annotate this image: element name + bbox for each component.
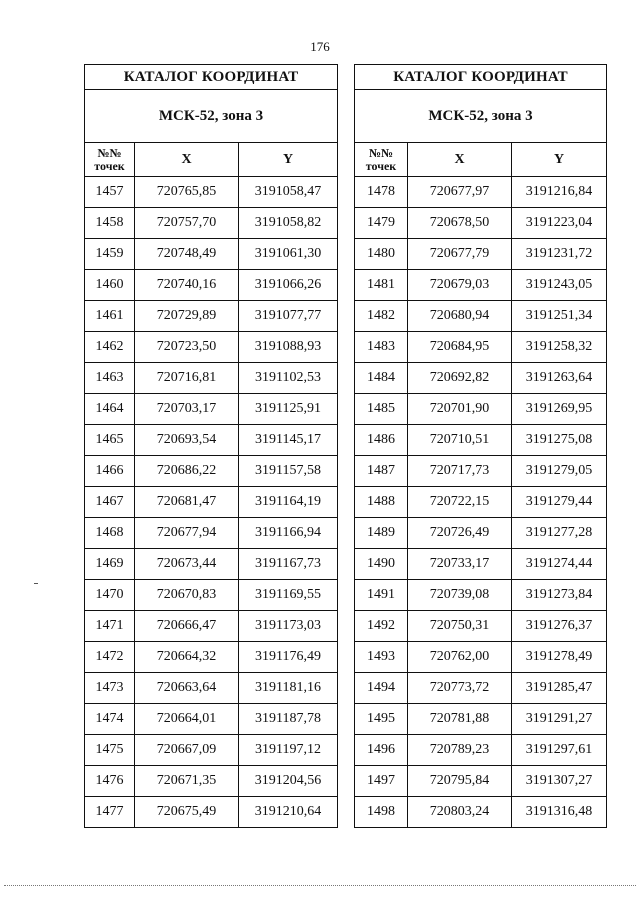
cell-x: 720710,51 (408, 425, 512, 456)
cell-y: 3191164,19 (239, 487, 338, 518)
cell-x: 720680,94 (408, 301, 512, 332)
cell-x: 720733,17 (408, 549, 512, 580)
cell-point-number: 1457 (85, 177, 135, 208)
cell-x: 720663,64 (135, 673, 239, 704)
cell-x: 720750,31 (408, 611, 512, 642)
cell-x: 720748,49 (135, 239, 239, 270)
table-row (355, 549, 607, 580)
cell-point-number: 1459 (85, 239, 135, 270)
cell-point-number: 1461 (85, 301, 135, 332)
catalog-title: КАТАЛОГ КООРДИНАТ (355, 65, 607, 90)
cell-y: 3191216,84 (512, 177, 607, 208)
cell-point-number: 1475 (85, 735, 135, 766)
cell-x: 720701,90 (408, 394, 512, 425)
cell-point-number: 1464 (85, 394, 135, 425)
cell-x: 720739,08 (408, 580, 512, 611)
cell-y: 3191251,34 (512, 301, 607, 332)
table-row (355, 735, 607, 766)
cell-y: 3191258,32 (512, 332, 607, 363)
cell-point-number: 1463 (85, 363, 135, 394)
table-row (355, 704, 607, 735)
cell-point-number: 1470 (85, 580, 135, 611)
cell-y: 3191058,47 (239, 177, 338, 208)
table-row (355, 208, 607, 239)
cell-y: 3191243,05 (512, 270, 607, 301)
cell-x: 720667,09 (135, 735, 239, 766)
table-row (85, 704, 338, 735)
cell-y: 3191316,48 (512, 797, 607, 828)
table-row (85, 487, 338, 518)
cell-x: 720795,84 (408, 766, 512, 797)
cell-x: 720722,15 (408, 487, 512, 518)
table-row (355, 177, 607, 208)
cell-point-number: 1469 (85, 549, 135, 580)
cell-point-number: 1468 (85, 518, 135, 549)
cell-y: 3191125,91 (239, 394, 338, 425)
table-row (85, 425, 338, 456)
cell-point-number: 1465 (85, 425, 135, 456)
table-row (85, 239, 338, 270)
cell-x: 720664,32 (135, 642, 239, 673)
cell-point-number: 1467 (85, 487, 135, 518)
cell-x: 720675,49 (135, 797, 239, 828)
cell-y: 3191297,61 (512, 735, 607, 766)
cell-x: 720789,23 (408, 735, 512, 766)
cell-x: 720716,81 (135, 363, 239, 394)
cell-point-number: 1478 (355, 177, 408, 208)
table-row (85, 301, 338, 332)
cell-point-number: 1466 (85, 456, 135, 487)
cell-y: 3191276,37 (512, 611, 607, 642)
table-row (85, 208, 338, 239)
cell-x: 720670,83 (135, 580, 239, 611)
cell-y: 3191166,94 (239, 518, 338, 549)
cell-x: 720773,72 (408, 673, 512, 704)
cell-point-number: 1477 (85, 797, 135, 828)
catalog-zone: МСК-52, зона 3 (85, 90, 338, 143)
cell-x: 720729,89 (135, 301, 239, 332)
cell-x: 720679,03 (408, 270, 512, 301)
cell-x: 720703,17 (135, 394, 239, 425)
cell-y: 3191197,12 (239, 735, 338, 766)
cell-x: 720765,85 (135, 177, 239, 208)
table-row (355, 611, 607, 642)
cell-y: 3191291,27 (512, 704, 607, 735)
cell-x: 720781,88 (408, 704, 512, 735)
cell-x: 720664,01 (135, 704, 239, 735)
cell-y: 3191210,64 (239, 797, 338, 828)
table-row (355, 270, 607, 301)
table-row (85, 797, 338, 828)
cell-point-number: 1482 (355, 301, 408, 332)
catalog-title: КАТАЛОГ КООРДИНАТ (85, 65, 338, 90)
bottom-divider (4, 885, 636, 886)
cell-y: 3191275,08 (512, 425, 607, 456)
catalog-body (85, 177, 338, 828)
cell-point-number: 1485 (355, 394, 408, 425)
cell-point-number: 1493 (355, 642, 408, 673)
cell-point-number: 1474 (85, 704, 135, 735)
cell-y: 3191102,53 (239, 363, 338, 394)
table-row (355, 642, 607, 673)
cell-y: 3191285,47 (512, 673, 607, 704)
cell-x: 720740,16 (135, 270, 239, 301)
cell-x: 720671,35 (135, 766, 239, 797)
table-row (355, 487, 607, 518)
cell-point-number: 1479 (355, 208, 408, 239)
cell-y: 3191061,30 (239, 239, 338, 270)
cell-x: 720677,94 (135, 518, 239, 549)
table-row (85, 518, 338, 549)
cell-y: 3191187,78 (239, 704, 338, 735)
table-row (85, 611, 338, 642)
margin-mark (34, 583, 38, 584)
catalog-body (355, 177, 607, 828)
cell-point-number: 1498 (355, 797, 408, 828)
cell-y: 3191204,56 (239, 766, 338, 797)
table-row (355, 301, 607, 332)
cell-y: 3191263,64 (512, 363, 607, 394)
cell-y: 3191157,58 (239, 456, 338, 487)
cell-y: 3191307,27 (512, 766, 607, 797)
cell-point-number: 1487 (355, 456, 408, 487)
cell-y: 3191058,82 (239, 208, 338, 239)
cell-x: 720717,73 (408, 456, 512, 487)
table-row (85, 673, 338, 704)
coordinate-catalog-table-left (84, 64, 338, 828)
table-row (85, 177, 338, 208)
cell-point-number: 1495 (355, 704, 408, 735)
table-row (85, 363, 338, 394)
cell-y: 3191077,77 (239, 301, 338, 332)
table-row (355, 394, 607, 425)
cell-y: 3191231,72 (512, 239, 607, 270)
cell-y: 3191181,16 (239, 673, 338, 704)
table-row (85, 642, 338, 673)
column-header-x: X (135, 143, 239, 177)
cell-x: 720693,54 (135, 425, 239, 456)
table-row (85, 766, 338, 797)
cell-point-number: 1472 (85, 642, 135, 673)
cell-y: 3191269,95 (512, 394, 607, 425)
table-row (355, 363, 607, 394)
cell-x: 720686,22 (135, 456, 239, 487)
cell-point-number: 1480 (355, 239, 408, 270)
cell-x: 720677,79 (408, 239, 512, 270)
cell-y: 3191173,03 (239, 611, 338, 642)
catalog-zone: МСК-52, зона 3 (355, 90, 607, 143)
cell-point-number: 1484 (355, 363, 408, 394)
table-row (85, 580, 338, 611)
column-header-x: X (408, 143, 512, 177)
cell-point-number: 1488 (355, 487, 408, 518)
cell-x: 720678,50 (408, 208, 512, 239)
cell-x: 720726,49 (408, 518, 512, 549)
cell-point-number: 1458 (85, 208, 135, 239)
cell-point-number: 1492 (355, 611, 408, 642)
table-row (85, 456, 338, 487)
cell-x: 720762,00 (408, 642, 512, 673)
table-row (355, 456, 607, 487)
cell-x: 720666,47 (135, 611, 239, 642)
cell-point-number: 1496 (355, 735, 408, 766)
column-header-point-number: №№ точек (355, 143, 408, 177)
cell-y: 3191279,44 (512, 487, 607, 518)
cell-point-number: 1462 (85, 332, 135, 363)
cell-x: 720673,44 (135, 549, 239, 580)
table-row (85, 549, 338, 580)
cell-y: 3191088,93 (239, 332, 338, 363)
cell-point-number: 1481 (355, 270, 408, 301)
table-row (355, 797, 607, 828)
table-row (355, 580, 607, 611)
cell-point-number: 1497 (355, 766, 408, 797)
cell-y: 3191169,55 (239, 580, 338, 611)
coordinate-catalog-table-right (354, 64, 607, 828)
column-header-point-number: №№ точек (85, 143, 135, 177)
cell-point-number: 1489 (355, 518, 408, 549)
table-row (355, 425, 607, 456)
cell-y: 3191176,49 (239, 642, 338, 673)
cell-point-number: 1473 (85, 673, 135, 704)
cell-y: 3191066,26 (239, 270, 338, 301)
cell-y: 3191273,84 (512, 580, 607, 611)
cell-point-number: 1490 (355, 549, 408, 580)
cell-point-number: 1494 (355, 673, 408, 704)
page-number: 176 (310, 39, 330, 54)
cell-y: 3191277,28 (512, 518, 607, 549)
cell-x: 720803,24 (408, 797, 512, 828)
table-row (355, 518, 607, 549)
cell-x: 720681,47 (135, 487, 239, 518)
table-row (355, 673, 607, 704)
table-row (85, 270, 338, 301)
cell-y: 3191278,49 (512, 642, 607, 673)
cell-point-number: 1471 (85, 611, 135, 642)
cell-y: 3191167,73 (239, 549, 338, 580)
cell-point-number: 1483 (355, 332, 408, 363)
table-row (355, 766, 607, 797)
cell-x: 720684,95 (408, 332, 512, 363)
table-row (355, 239, 607, 270)
cell-y: 3191145,17 (239, 425, 338, 456)
column-header-y: Y (239, 143, 338, 177)
cell-point-number: 1476 (85, 766, 135, 797)
cell-y: 3191274,44 (512, 549, 607, 580)
table-row (85, 332, 338, 363)
cell-point-number: 1460 (85, 270, 135, 301)
cell-point-number: 1491 (355, 580, 408, 611)
cell-x: 720757,70 (135, 208, 239, 239)
cell-x: 720692,82 (408, 363, 512, 394)
cell-point-number: 1486 (355, 425, 408, 456)
cell-y: 3191279,05 (512, 456, 607, 487)
cell-y: 3191223,04 (512, 208, 607, 239)
column-header-y: Y (512, 143, 607, 177)
table-row (85, 735, 338, 766)
table-row (355, 332, 607, 363)
table-row (85, 394, 338, 425)
cell-x: 720677,97 (408, 177, 512, 208)
cell-x: 720723,50 (135, 332, 239, 363)
